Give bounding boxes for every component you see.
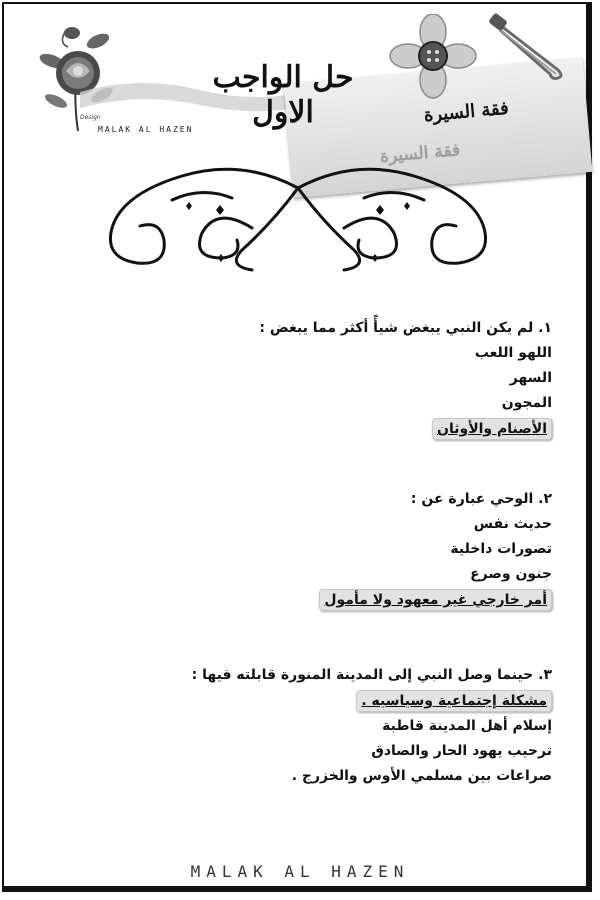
option-3-3: ترحيب يهود الحار والصادق <box>371 743 552 759</box>
option-1-3: المجون <box>501 395 552 411</box>
question-2: ٢. الوحي عبارة عن : <box>410 491 552 507</box>
subject-title-shadow: فقة السيرة <box>379 140 461 168</box>
swirl-ornament-icon <box>92 158 504 288</box>
page-title: حل الواجب الاول <box>212 60 354 131</box>
footer-signature: MALAK AL HAZEN <box>190 862 410 881</box>
design-tag: Design <box>80 114 101 121</box>
option-3-4: صراعات بين مسلمي الأوس والخزرج . <box>291 768 552 784</box>
option-1-1: اللهو اللعب <box>474 345 552 361</box>
signature-top: MALAK AL HAZEN <box>98 125 194 134</box>
option-2-2: تصورات داخلية <box>450 541 552 557</box>
question-3: ٣. حينما وصل النبي إلى المدينة المنورة قابلته فيها : <box>191 667 552 683</box>
question-1: ١. لم يكن النبي يبغض شيأً أكثر مما يبغض : <box>259 320 552 336</box>
flower-button-icon <box>388 14 478 99</box>
safety-pin-icon <box>488 12 568 82</box>
answer-2: أمر خارجي غير معهود ولا مأمول <box>319 589 552 611</box>
option-3-2: إسلام أهل المدينة قاطبة <box>382 718 552 734</box>
answer-1: الأصنام والأوثان <box>432 418 552 440</box>
option-1-2: السهر <box>509 370 552 386</box>
subject-title: فقة السيرة <box>423 97 510 127</box>
answer-3: مشكلة إجتماعية وسياسيه . <box>356 690 552 712</box>
option-2-3: جنون وصرع <box>470 566 552 582</box>
option-2-1: حديث نفس <box>473 516 552 532</box>
question-list <box>60 316 552 789</box>
